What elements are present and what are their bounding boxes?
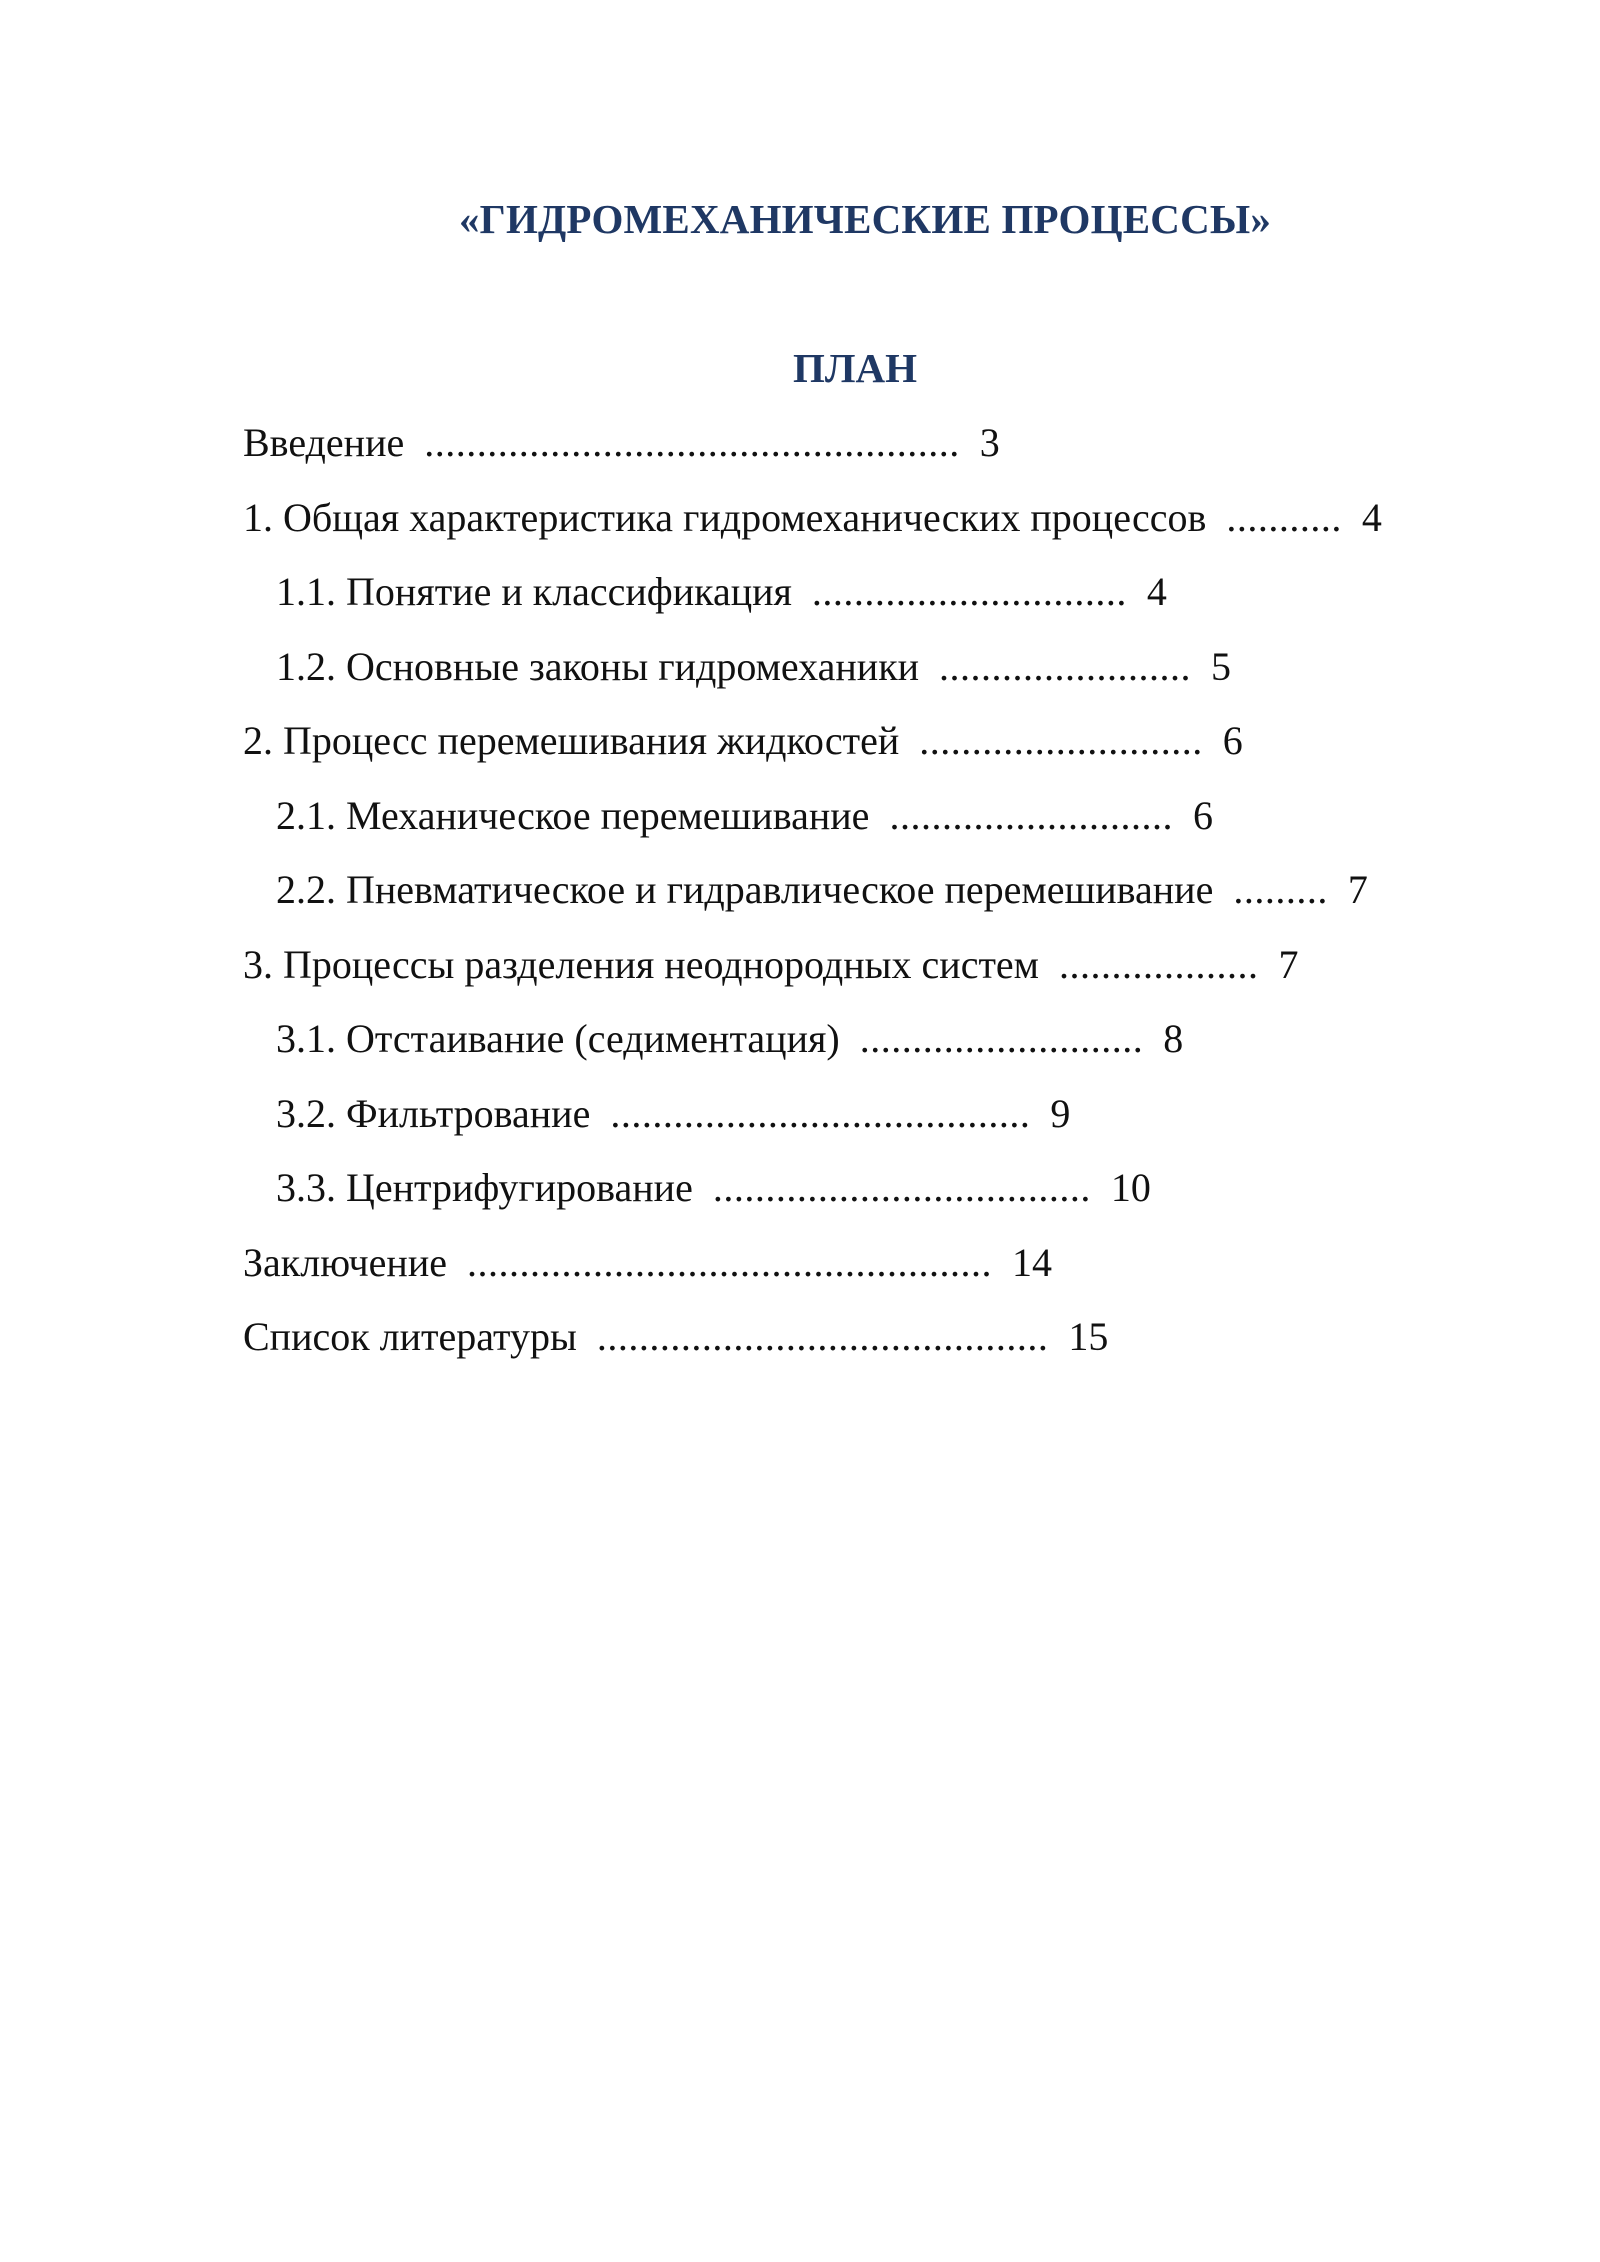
toc-entry-dots: ........................ <box>939 643 1192 689</box>
table-of-contents <box>243 418 1543 1387</box>
toc-entry-page: 4 <box>1361 494 1382 540</box>
toc-entry-section-2-2 <box>243 865 1543 940</box>
toc-entry-dots: ........... <box>1226 494 1342 540</box>
toc-entry-dots: ......... <box>1233 867 1328 912</box>
toc-entry-conclusion <box>243 1238 1543 1313</box>
toc-entry-dots: .............................. <box>811 569 1127 614</box>
toc-entry-dots: .................................................. <box>466 1239 992 1285</box>
toc-entry-page: 6 <box>1222 718 1243 763</box>
toc-entry-page: 9 <box>1050 1090 1071 1136</box>
toc-entry-section-1 <box>243 493 1543 568</box>
toc-entry-section-2-1 <box>243 791 1543 866</box>
toc-entry-label: 2.2. Пневматическое и гидравлическое перемешивание <box>276 867 1214 912</box>
toc-entry-label: 2.1. Механическое перемешивание <box>276 792 870 838</box>
toc-entry-section-3-3 <box>243 1163 1543 1238</box>
toc-entry-dots: ........................... <box>889 792 1173 838</box>
toc-entry-label: 3.2. Фильтрование <box>276 1090 591 1136</box>
toc-entry-dots: ........................................... <box>596 1314 1049 1359</box>
toc-entry-page: 6 <box>1192 792 1213 838</box>
toc-entry-page: 5 <box>1211 643 1232 689</box>
toc-entry-page: 8 <box>1163 1016 1184 1061</box>
toc-entry-section-2 <box>243 716 1543 791</box>
toc-entry-page: 10 <box>1110 1165 1151 1210</box>
plan-heading: ПЛАН <box>793 345 917 391</box>
toc-entry-label: Заключение <box>243 1239 447 1285</box>
toc-entry-label: 3.1. Отстаивание (седиментация) <box>276 1016 840 1061</box>
toc-entry-section-3-1 <box>243 1014 1543 1089</box>
toc-entry-references <box>243 1312 1543 1387</box>
toc-entry-dots: ........................... <box>859 1016 1144 1061</box>
toc-entry-section-3 <box>243 940 1543 1015</box>
toc-entry-section-1-1 <box>243 567 1543 642</box>
document-title: «ГИДРОМЕХАНИЧЕСКИЕ ПРОЦЕССЫ» <box>458 196 1272 242</box>
toc-entry-page: 4 <box>1146 569 1167 614</box>
toc-entry-dots: ........................................ <box>610 1090 1031 1136</box>
toc-entry-page: 3 <box>979 420 1000 465</box>
toc-entry-dots: ........................... <box>919 718 1203 763</box>
toc-entry-label: 1.2. Основные законы гидромеханики <box>276 643 920 689</box>
toc-entry-label: Введение <box>243 420 405 465</box>
toc-entry-label: 1.1. Понятие и классификация <box>276 569 792 614</box>
toc-entry-label: Список литературы <box>243 1314 577 1359</box>
toc-entry-label: 3.3. Центрифугирование <box>276 1165 693 1210</box>
toc-entry-label: 1. Общая характеристика гидромеханических процессов <box>243 494 1207 540</box>
toc-entry-introduction <box>243 418 1543 493</box>
toc-entry-label: 3. Процессы разделения неоднородных систем <box>243 941 1039 987</box>
toc-entry-dots: ................................................... <box>424 420 960 465</box>
toc-entry-dots: .................................... <box>712 1165 1091 1210</box>
toc-entry-section-3-2 <box>243 1089 1543 1164</box>
toc-entry-page: 14 <box>1011 1239 1052 1285</box>
toc-entry-section-1-2 <box>243 642 1543 717</box>
toc-entry-dots: ................... <box>1059 941 1259 987</box>
toc-entry-page: 15 <box>1068 1314 1109 1359</box>
toc-entry-label: 2. Процесс перемешивания жидкостей <box>243 718 900 763</box>
toc-entry-page: 7 <box>1278 941 1299 987</box>
toc-entry-page: 7 <box>1347 867 1368 912</box>
